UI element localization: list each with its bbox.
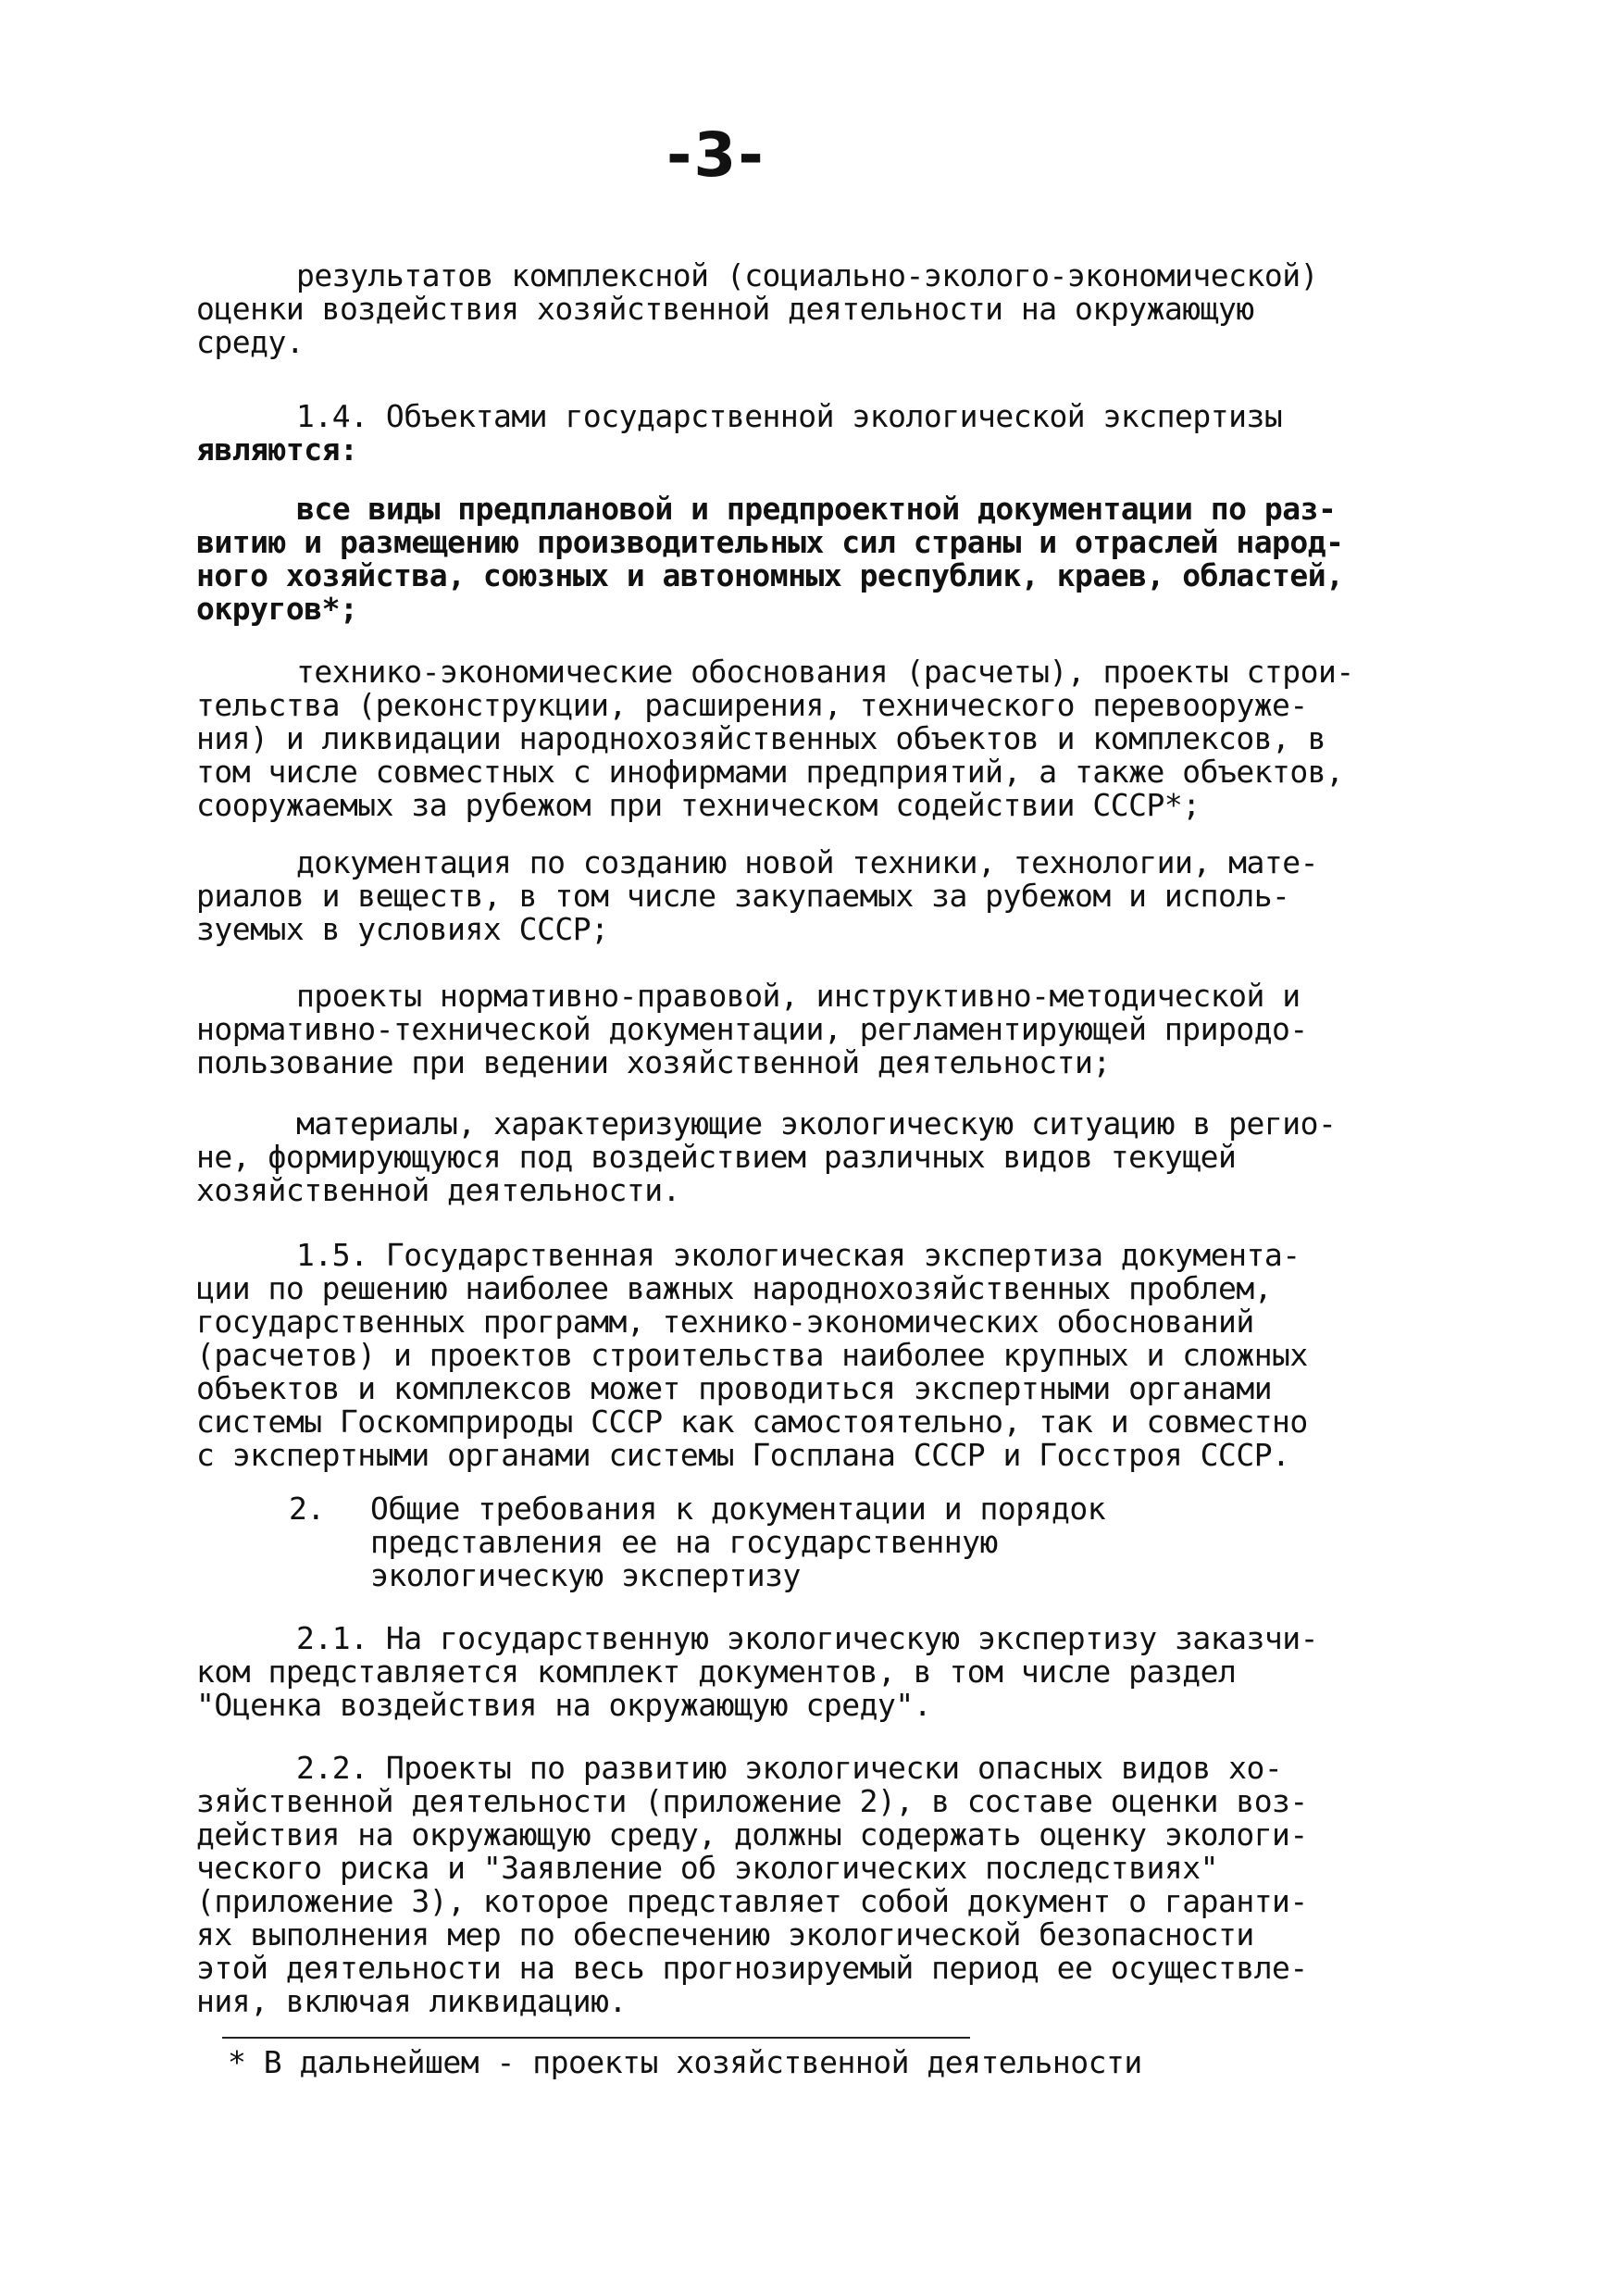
text-line: все виды предплановой и предпроектной документации по раз-: [296, 491, 1337, 527]
text-line: зуемых в условиях СССР;: [196, 911, 609, 947]
text-line: ного хозяйства, союзных и автономных республик, краев, областей,: [196, 557, 1344, 593]
text-line: документация по созданию новой техники, технологии, мате-: [296, 844, 1318, 880]
text-line: ции по решению наиболее важных народнохозяйственных проблем,: [196, 1270, 1273, 1306]
paragraph-continuation: [196, 259, 1483, 359]
list-item-preplan-docs: [196, 493, 1483, 626]
text-line: ческого риска и "Заявление об экологических последствиях": [196, 1850, 1218, 1886]
section-title-line: экологическую экспертизу: [370, 1557, 801, 1593]
text-line: (расчетов) и проектов строительства наиболее крупных и сложных: [196, 1337, 1308, 1373]
text-line: 1.4. Объектами государственной экологической экспертизы: [296, 398, 1283, 434]
text-line: риалов и веществ, в том числе закупаемых за рубежом и исполь-: [196, 878, 1290, 914]
section-number: 2.: [289, 1491, 325, 1527]
text-line: результатов комплексной (социально-эколого-экономической): [296, 257, 1318, 293]
paragraph-2-2: [196, 1752, 1483, 2018]
text-line: нормативно-технической документации, регламентирующей природо-: [196, 1011, 1308, 1047]
section-title-line: представления ее на государственную: [370, 1524, 998, 1560]
footnote-divider: [222, 2037, 970, 2039]
text-line: "Оценка воздействия на окружающую среду".: [196, 1687, 932, 1723]
text-line: зяйственной деятельности (приложение 2), в составе оценки воз-: [196, 1783, 1308, 1819]
text-line: тельства (реконструкции, расширения, технического перевооруже-: [196, 687, 1308, 723]
text-line: этой деятельности на весь прогнозируемый период ее осуществле-: [196, 1950, 1308, 1986]
text-line: с экспертными органами системы Госплана СССР и Госстроя СССР.: [196, 1437, 1290, 1473]
text-line: не, формирующуюся под воздействием различных видов текущей: [196, 1139, 1237, 1175]
text-line: 1.5. Государственная экологическая экспертиза документа-: [296, 1237, 1301, 1273]
text-line: округов*;: [196, 591, 358, 627]
text-line: сооружаемых за рубежом при техническом содействии СССР*;: [196, 787, 1201, 823]
text-line: технико-экономические обоснования (расчеты), проекты строи-: [296, 654, 1354, 690]
text-line: государственных программ, технико-экономических обоснований: [196, 1304, 1254, 1340]
text-line: том числе совместных с инофирмами предприятий, а также объектов,: [196, 754, 1344, 790]
text-line: проекты нормативно-правовой, инструктивно-методической и: [296, 978, 1301, 1014]
page-number: -3-: [666, 119, 765, 191]
text-line: материалы, характеризующие экологическую ситуацию в регио-: [296, 1105, 1337, 1142]
text-line: ком представляется комплект документов, в том числе раздел: [196, 1653, 1237, 1690]
text-line: системы Госкомприроды СССР как самостоятельно, так и совместно: [196, 1404, 1308, 1440]
text-line: объектов и комплексов может проводиться экспертными органами: [196, 1370, 1273, 1406]
list-item-feasibility: [196, 655, 1483, 822]
text-line: хозяйственной деятельности.: [196, 1172, 680, 1208]
text-line: пользование при ведении хозяйственной деятельности;: [196, 1044, 1111, 1080]
paragraph-1-4: [196, 400, 1483, 467]
text-line: ях выполнения мер по обеспечению экологической безопасности: [196, 1916, 1254, 1953]
footnote: * В дальнейшем - проекты хозяйственной деятельности: [228, 2044, 1142, 2080]
paragraph-1-5: [196, 1239, 1483, 1472]
text-line: 2.1. На государственную экологическую экспертизу заказчи-: [296, 1620, 1318, 1656]
text-line: являются:: [196, 431, 358, 468]
text-line: оценки воздействия хозяйственной деятельности на окружающую: [196, 291, 1254, 327]
text-line: действия на окружающую среду, должны содержать оценку экологи-: [196, 1816, 1308, 1853]
text-line: витию и размещению производительных сил страны и отраслей народ-: [196, 524, 1344, 560]
text-line: ния) и ликвидации народнохозяйственных объектов и комплексов, в: [196, 720, 1326, 756]
list-item-new-tech: [196, 846, 1483, 946]
text-line: среду.: [196, 324, 305, 360]
section-title: [370, 1492, 1388, 1592]
section-title-line: Общие требования к документации и порядок: [370, 1491, 1106, 1527]
text-line: ния, включая ликвидацию.: [196, 1983, 627, 2019]
paragraph-2-1: [196, 1622, 1483, 1722]
text-line: 2.2. Проекты по развитию экологически опасных видов хо-: [296, 1750, 1283, 1786]
list-item-normative-docs: [196, 980, 1483, 1079]
text-line: (приложение 3), которое представляет собой документ о гаранти-: [196, 1883, 1308, 1919]
list-item-materials: [196, 1107, 1483, 1207]
